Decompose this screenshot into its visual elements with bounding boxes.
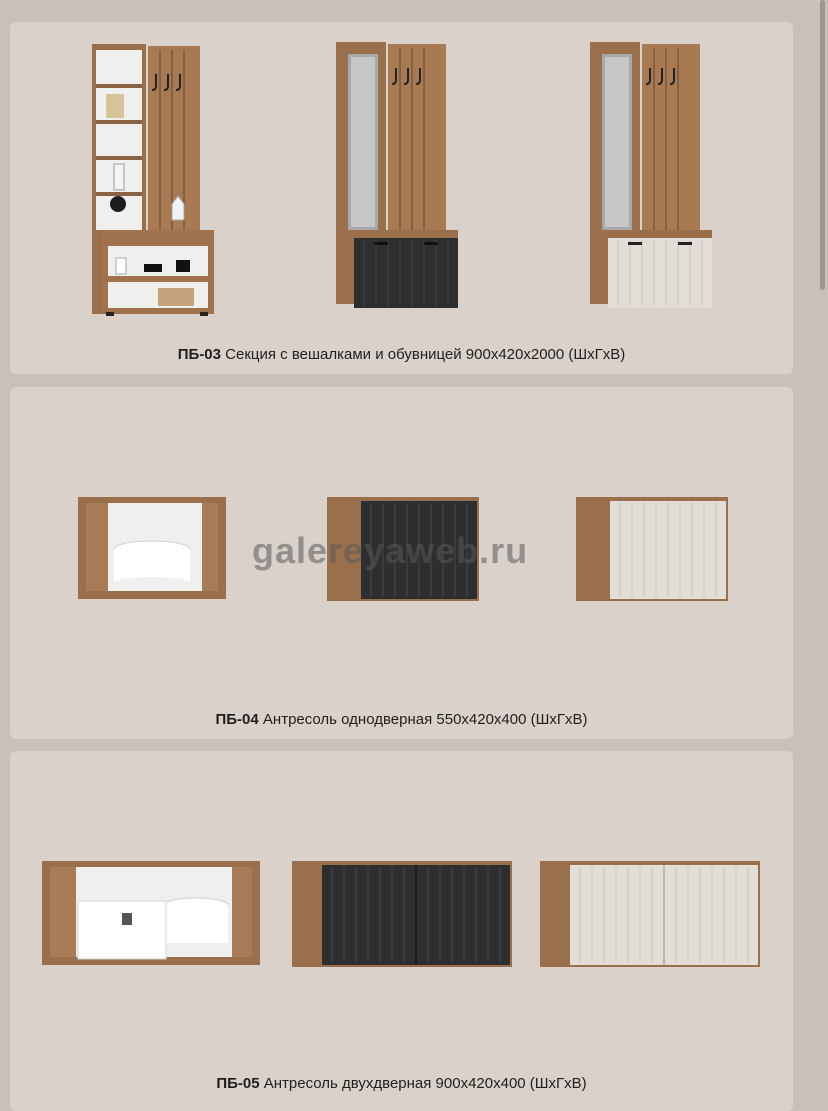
image-pb04-light [576, 497, 728, 601]
product-code: ПБ-04 [215, 711, 259, 728]
image-pb05-dark [292, 861, 512, 969]
product-card-pb05 [10, 751, 793, 1111]
watermark: galereyaweb.ru [252, 530, 529, 571]
product-caption [10, 1075, 793, 1092]
image-pb04-open [78, 497, 226, 601]
product-description: Секция с вешалками и обувницей 900х420х2000 (ШхГхВ) [225, 346, 626, 363]
product-caption [10, 346, 793, 363]
product-card-pb03 [10, 22, 793, 374]
product-description: Антресоль двухдверная 900х420х400 (ШхГхВ) [263, 1075, 587, 1092]
image-pb05-open [42, 861, 260, 967]
product-caption [10, 711, 793, 728]
image-pb03-light [590, 42, 716, 310]
scrollbar[interactable] [820, 0, 825, 290]
image-pb05-light [540, 861, 760, 969]
product-code: ПБ-05 [216, 1075, 260, 1092]
image-pb03-dark [336, 42, 462, 310]
product-description: Антресоль однодверная 550х420х400 (ШхГхВ) [262, 711, 588, 728]
image-pb03-open [92, 44, 222, 316]
product-code: ПБ-03 [177, 346, 221, 363]
